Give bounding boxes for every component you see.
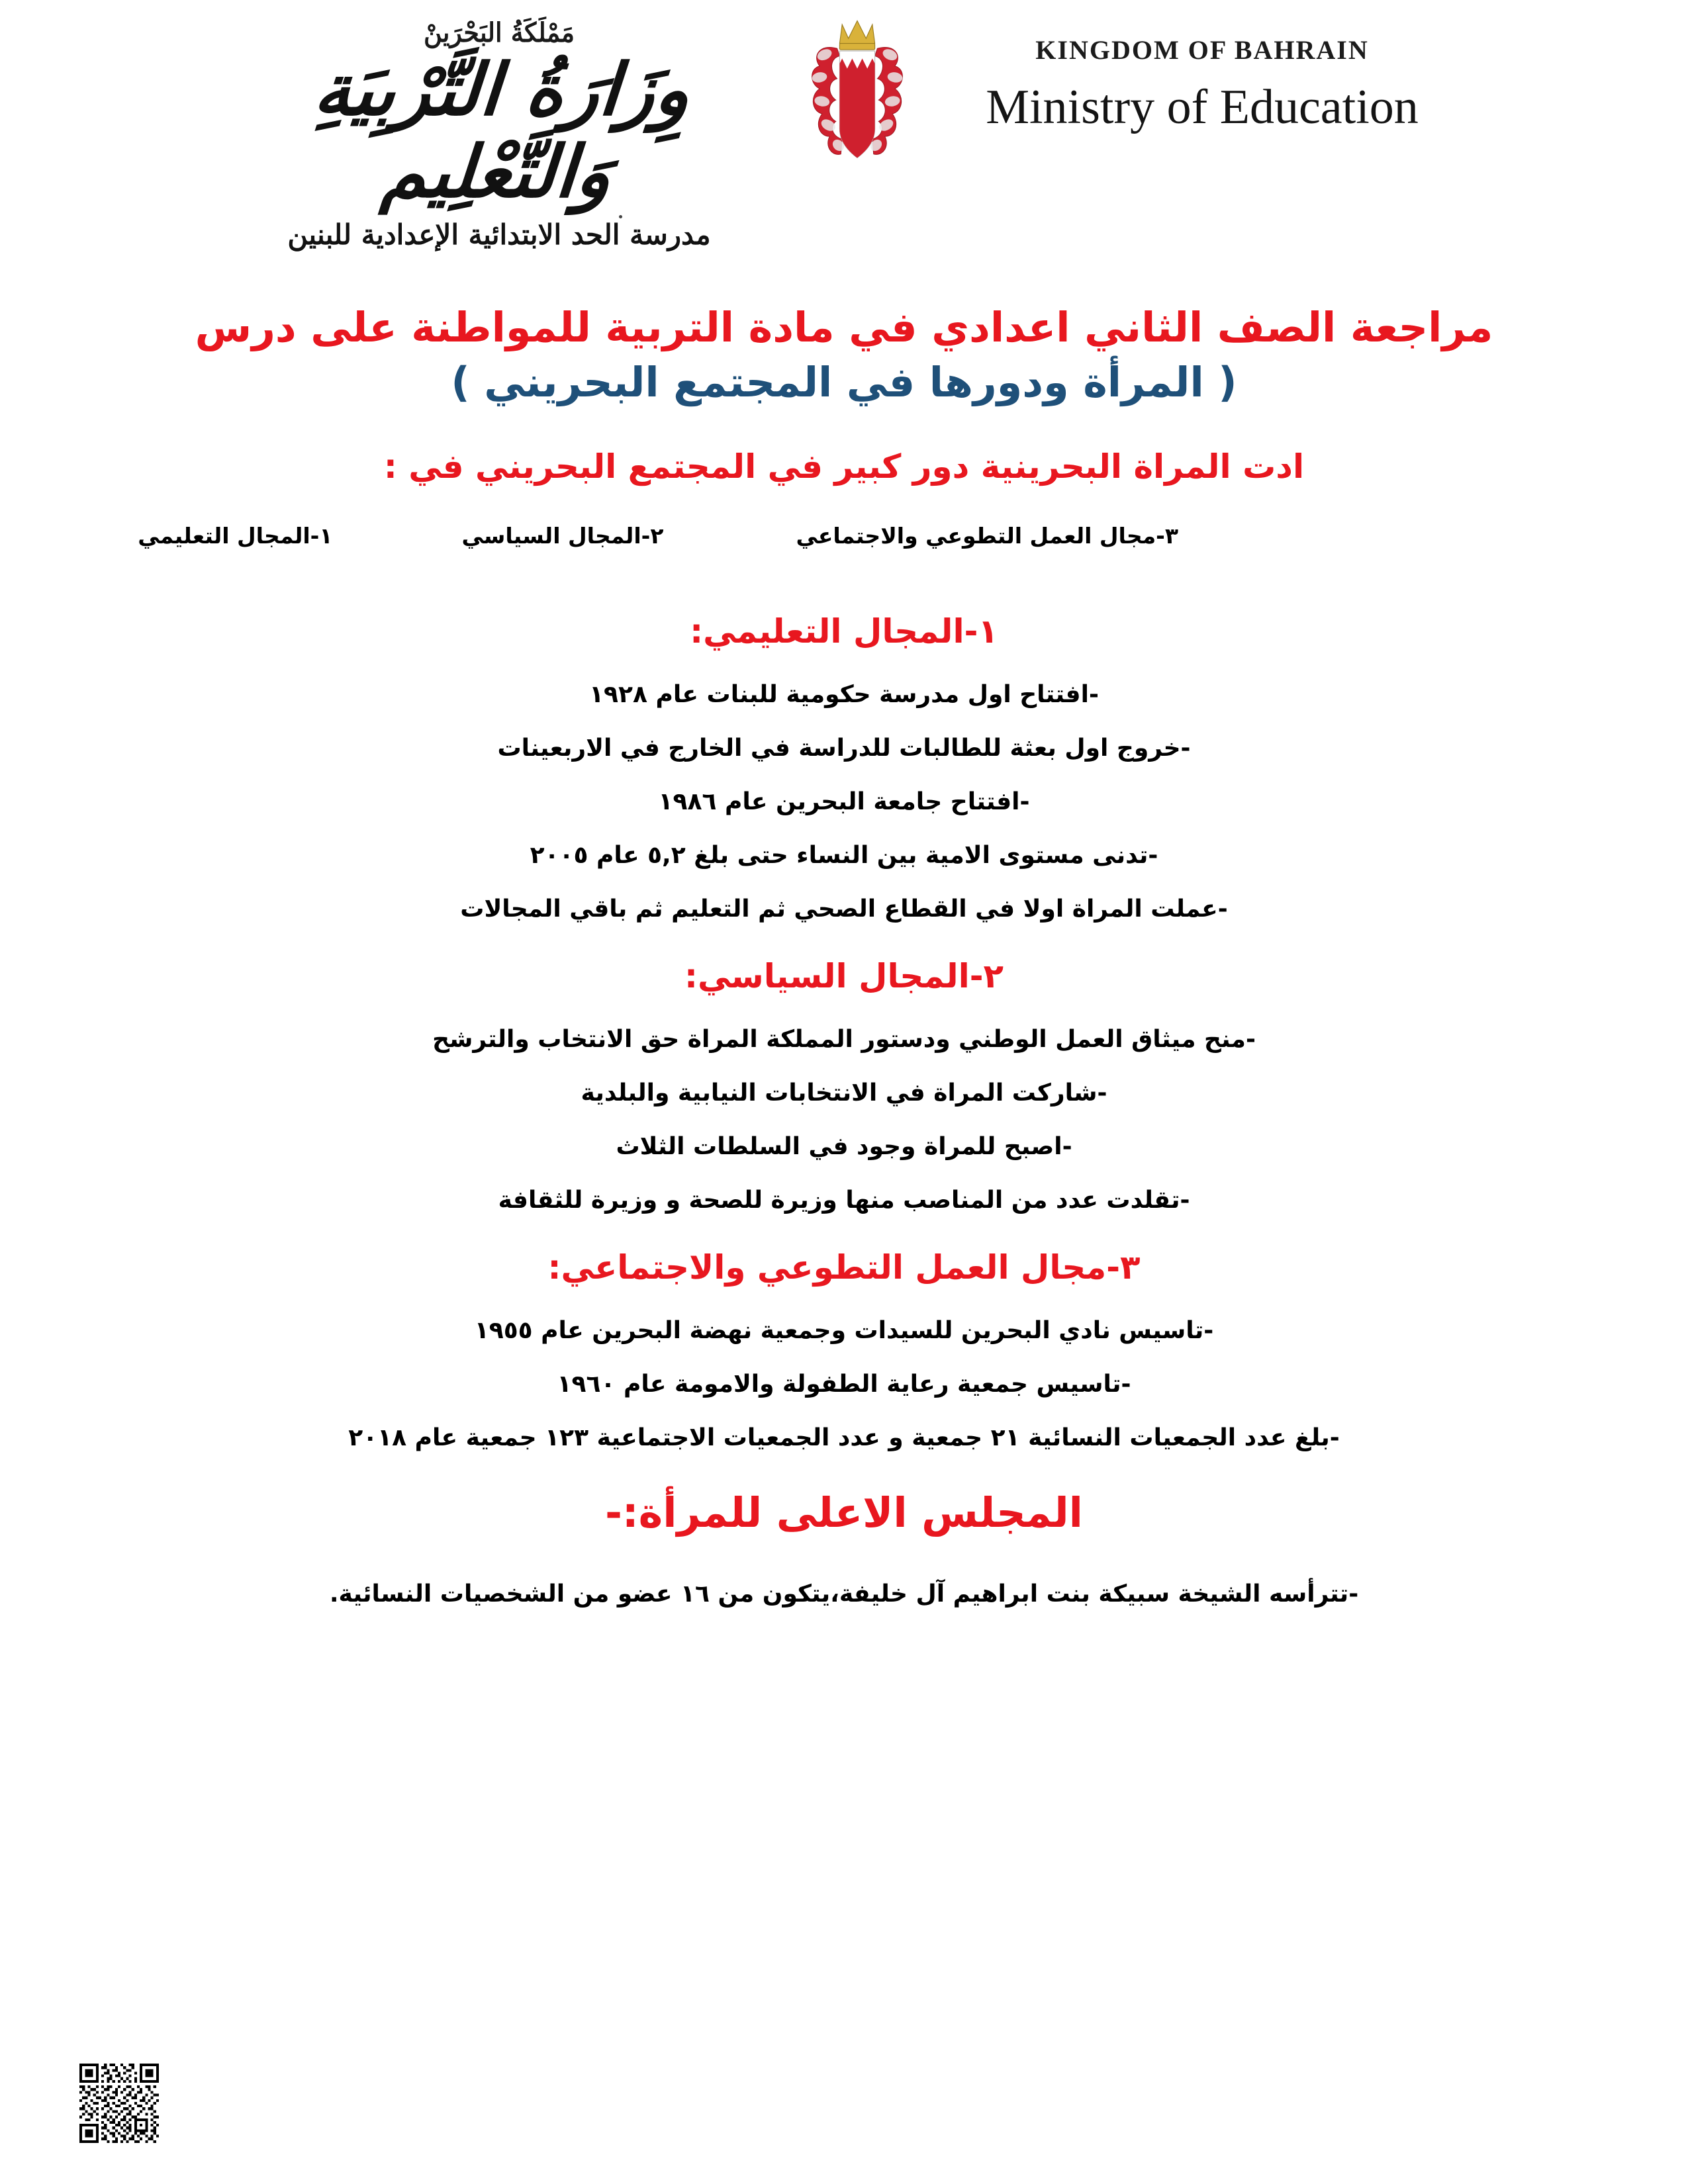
bullet-item: -افتتاح جامعة البحرين عام ١٩٨٦ xyxy=(658,788,1030,815)
section-heading-volunteer-social: ٣-مجال العمل التطوعي والاجتماعي: xyxy=(547,1248,1141,1287)
lesson-title xyxy=(73,301,1615,409)
header-divider-dot xyxy=(619,215,622,218)
bahrain-coat-of-arms-icon xyxy=(794,12,920,191)
header-arabic-block xyxy=(214,0,784,252)
bullet-item: -تدنى مستوى الامية بين النساء حتى بلغ ٥,٢ عام ٢٠٠٥ xyxy=(530,841,1158,869)
school-name-arabic: مدرسة الحد الابتدائية الإعدادية للبنين xyxy=(287,218,711,251)
lesson-title-line1: مراجعة الصف الثاني اعدادي في مادة التربية للمواطنة على درس xyxy=(195,303,1493,351)
lesson-title-line2: ( المرأة ودورها في المجتمع البحريني ) xyxy=(451,358,1237,407)
bullet-item: -تقلدت عدد من المناصب منها وزيرة للصحة و وزيرة للثقافة xyxy=(498,1186,1190,1214)
bullet-item: -عملت المراة اولا في القطاع الصحي ثم التعليم ثم باقي المجالات xyxy=(460,895,1228,923)
bullet-item: -خروج اول بعثة للطالبات للدراسة في الخارج في الاربعينات xyxy=(497,734,1191,762)
section-heading-educational: ١-المجال التعليمي: xyxy=(690,612,998,651)
domain-summary-row xyxy=(73,523,1615,549)
document-header xyxy=(0,0,1688,251)
bullet-item: -بلغ عدد الجمعيات النسائية ٢١ جمعية و عدد الجمعيات الاجتماعية ١٢٣ جمعية عام ٢٠١٨ xyxy=(348,1424,1340,1451)
domain-item-2: ٢-المجال السياسي xyxy=(461,522,664,549)
kingdom-name-arabic: مَمْلَكَةُ البَحْرَينْ xyxy=(423,17,575,48)
header-english-block xyxy=(931,0,1474,132)
bullet-item: -منح ميثاق العمل الوطني ودستور المملكة المراة حق الانتخاب والترشح xyxy=(432,1025,1256,1053)
bullet-item: -افتتاح اول مدرسة حكومية للبنات عام ١٩٢٨ xyxy=(589,680,1099,708)
ministry-name-arabic: وِزَارَةُ التَّرْبِيَةِ وَالتَّعْلِيم xyxy=(311,48,693,214)
bullet-item: -شاركت المراة في الانتخابات النيابية والبلدية xyxy=(581,1079,1107,1107)
bullet-item: -تاسيس جمعية رعاية الطفولة والامومة عام ١٩٦٠ xyxy=(557,1370,1131,1398)
kingdom-name-english: KINGDOM OF BAHRAIN xyxy=(1035,35,1369,65)
ministry-name-english: Ministry of Education xyxy=(986,80,1419,134)
bullet-item: -تترأسه الشيخة سبيكة بنت ابراهيم آل خليفة،يتكون من ١٦ عضو من الشخصيات النسائية. xyxy=(329,1580,1359,1608)
section-heading-political: ٢-المجال السياسي: xyxy=(684,956,1004,995)
qr-code-icon xyxy=(79,2064,159,2143)
domain-item-1: ٣-مجال العمل التطوعي والاجتماعي xyxy=(796,522,1178,549)
lesson-subtitle: ادت المراة البحرينية دور كبير في المجتمع البحريني في : xyxy=(383,447,1305,486)
bullet-item: -تاسيس نادي البحرين للسيدات وجمعية نهضة البحرين عام ١٩٥٥ xyxy=(474,1316,1214,1344)
bullet-item: -اصبح للمراة وجود في السلطات الثلاث xyxy=(616,1132,1072,1160)
document-body xyxy=(0,301,1688,1608)
domain-item-3: ١-المجال التعليمي xyxy=(138,522,333,549)
section-heading-supreme-council-women: المجلس الاعلى للمرأة:- xyxy=(605,1488,1083,1537)
